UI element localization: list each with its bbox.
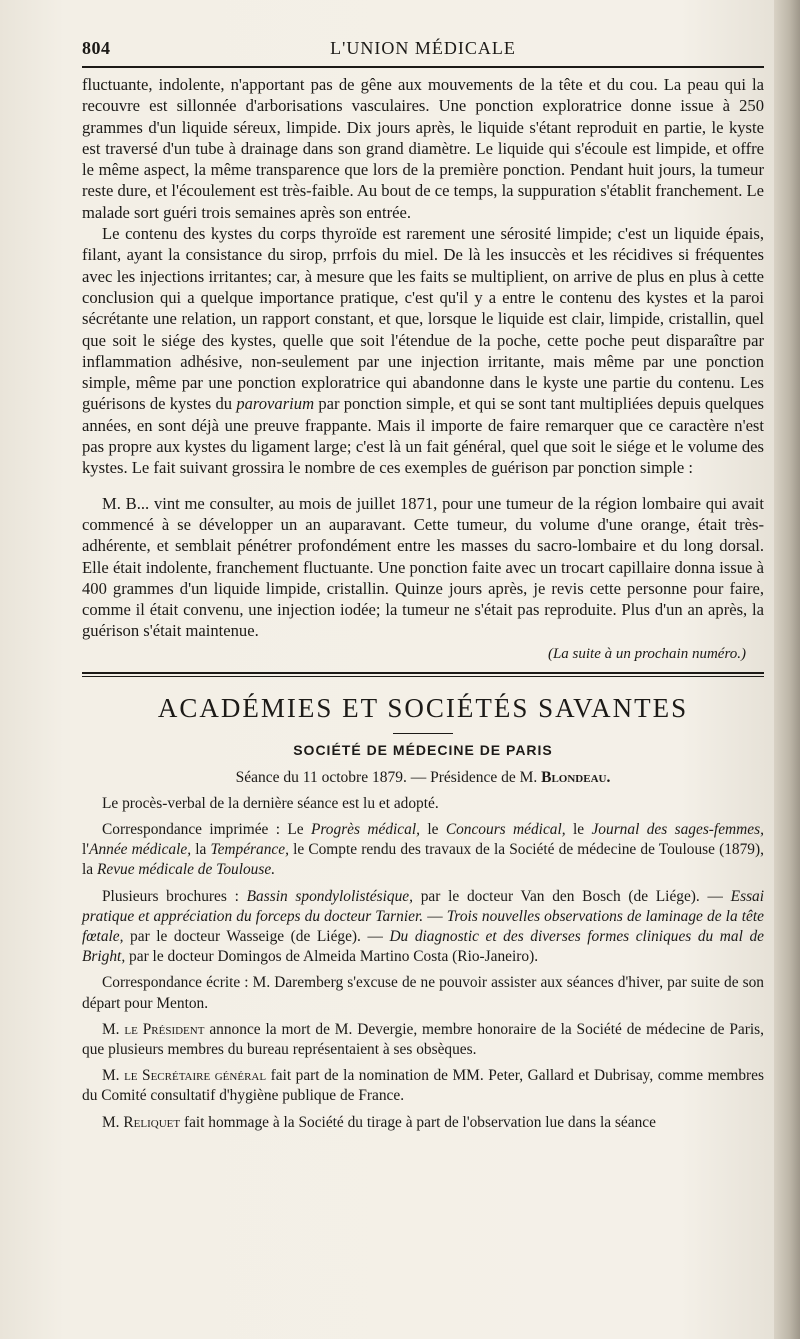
article-paragraph-2: [82, 223, 764, 479]
session-date: Séance du 11 octobre 1879. — Présidence de M.: [235, 768, 538, 786]
header-rule: [82, 66, 764, 68]
section-divider: [82, 672, 764, 677]
written-correspondence: Correspondance écrite : M. Daremberg s'excuse de ne pouvoir assister aux séances d'hiver, par suite de son départ pour Menton.: [82, 974, 764, 1012]
brochures: [82, 887, 764, 968]
article-paragraph-1: fluctuante, indolente, n'apportant pas de gêne aux mouvements de la tête et du cou. La peau qui la recouvre est sillonnée d'arborisations vasculaires. Une ponction exploratrice donne issue à 250 grammes d'un liquide séreux, limpide. Dix jours après, le liquide s'étant reproduit en partie, le kyste est traversé d'un tube à drainage dans son grand diamètre. Le liquide qui s'écoule est limpide, et offre le même aspect, la même transparence que lors de la première ponction. Pendant huit jours, la tumeur reste dure, et l'écoulement est très-faible. Au bout de ce temps, la suppuration s'établit franchement. Le malade sort guéri trois semaines après son entrée.: [82, 75, 764, 222]
secretary-label: M. le Secrétaire général: [102, 1067, 267, 1085]
journal-sages-femmes: Journal des sages-femmes,: [591, 820, 764, 838]
minutes-adopted: Le procès-verbal de la dernière séance est lu et adopté.: [102, 794, 439, 812]
title-underline: [393, 733, 453, 734]
printed-word-1: Le: [287, 820, 304, 838]
paragraph-2-text-a: Le contenu des kystes du corps thyroïde est rarement une sérosité limpide; c'est un liquide épais, filant, ayant la consistance du sirop, prrfois du miel. De là les insuccès et les récidives si fréquentes avec les injections irritantes; car, à mesure que les faits se multiplient, on arrive de plus en plus à cette conclusion qui a quelque importance pratique, c'est qu'il y a entre le contenu des kystes et la paroi sécrétante une relation, un rapport constant, et que, lorsque le liquide est clair, limpide, cristallin, quel que soit le siége des kystes, quelle que soit l'étendue de la poche, cette poche peut disparaître par inflammation adhésive, non-seulement par une injection irritante, mais même par une ponction simple, même par une ponction exploratrice qui abandonne dans le kyste une partie du contenu. Les guérisons de kystes du: [82, 224, 764, 414]
secretary-text: fait part de la nomination de MM. Peter, Gallard et Dubrisay, comme membres du Comité consultatif d'hygiène publique de France.: [82, 1067, 764, 1105]
president-label: M. le Président: [102, 1020, 205, 1038]
printed-correspondence: [82, 820, 764, 881]
brochures-label: Plusieurs brochures :: [102, 887, 239, 905]
brochure-1-title: Bassin spondylolistésique,: [246, 887, 413, 905]
society-name: SOCIÉTÉ DE MÉDECINE DE PARIS: [293, 741, 553, 758]
president-text: annonce la mort de M. Devergie, membre honoraire de la Société de médecine de Paris, que plusieurs membres du bureau représentaient à ses obsèques.: [82, 1020, 764, 1058]
printed-label: Correspondance imprimée :: [102, 820, 280, 838]
brochure-3-author: par le docteur Wasseige (de Liége). —: [130, 927, 383, 945]
page-header: [82, 30, 764, 66]
journal-progres-medical: Progrès médical,: [310, 820, 420, 838]
brochure-2-title: Essai pratique et appréciation du forceps du docteur Tarnier.: [82, 887, 765, 925]
printed-word-6: le Compte rendu des travaux de la Société de médecine de Toulouse (1879), la: [82, 841, 764, 879]
brochure-1-author: par le docteur Van den Bosch (de Liége). —: [420, 887, 723, 905]
running-title: L'UNION MÉDICALE: [330, 38, 516, 58]
page-edge-shadow: [774, 0, 800, 1339]
journal-temperance: Tempérance,: [210, 841, 289, 859]
president-announcement: [82, 1020, 764, 1060]
reliquet-announcement: [82, 1113, 764, 1133]
reliquet-label: M. Reliquet: [102, 1113, 181, 1131]
printed-word-3: le: [572, 820, 585, 838]
journal-revue-toulouse: Revue médicale de Toulouse.: [96, 861, 276, 879]
brochure-separator: —: [427, 907, 443, 925]
reliquet-text: fait hommage à la Société du tirage à part de l'observation lue dans la séance: [183, 1113, 656, 1131]
continuation-note: (La suite à un prochain numéro.): [547, 645, 746, 662]
brochure-4-author: par le docteur Domingos de Almeida Martino Costa (Rio-Janeiro).: [129, 948, 539, 966]
session-president: Blondeau.: [541, 768, 611, 786]
paragraph-2-italic: parovarium: [236, 394, 315, 414]
paragraph-2-text-b: par ponction simple, et qui se sont tant multipliées depuis quelques années, en sont déjà une preuve frappante. Mais il importe de faire remarquer que ce caractère n'est pas propre aux kystes du ligament large; c'est là un fait général, quel que soit le siége et le volume des kystes. Le fait suivant grossira le nombre de ces exemples de guérison par ponction simple :: [82, 394, 764, 478]
session-line: [82, 768, 764, 788]
article-case-paragraph: M. B... vint me consulter, au mois de juillet 1871, pour une tumeur de la région lombaire qui avait commencé à se développer un an auparavant. Cette tumeur, du volume d'une orange, était très-adhérente, et semblait pénétrer profondément entre les masses du sacro-lombaire et du long dorsal. Elle était indolente, franchement fluctuante. Une ponction faite avec un trocart capillaire donna issue à 400 grammes d'un liquide limpide, cristallin. Quinze jours après, je revis cette personne pour faire, comme il était convenu, une injection iodée; la tumeur ne s'était pas reproduite. Plus d'un an après, la guérison s'était maintenue.: [82, 493, 764, 641]
minutes: [82, 794, 764, 1133]
journal-concours-medical: Concours médical,: [445, 820, 566, 838]
brochure-3-title: Trois nouvelles observations de laminage de la tête fœtale,: [82, 907, 764, 945]
secretary-announcement: [82, 1066, 764, 1106]
journal-annee-medicale: Année médicale,: [89, 841, 192, 859]
brochure-4-title: Du diagnostic et des diverses formes cliniques du mal de Bright,: [82, 927, 764, 966]
printed-word-5: la: [195, 841, 207, 859]
page-number: 804: [82, 38, 111, 58]
printed-word-4: l': [82, 841, 90, 859]
text-column: [82, 30, 764, 1133]
printed-word-2: le: [427, 820, 439, 838]
section-title: ACADÉMIES ET SOCIÉTÉS SAVANTES: [157, 692, 689, 723]
